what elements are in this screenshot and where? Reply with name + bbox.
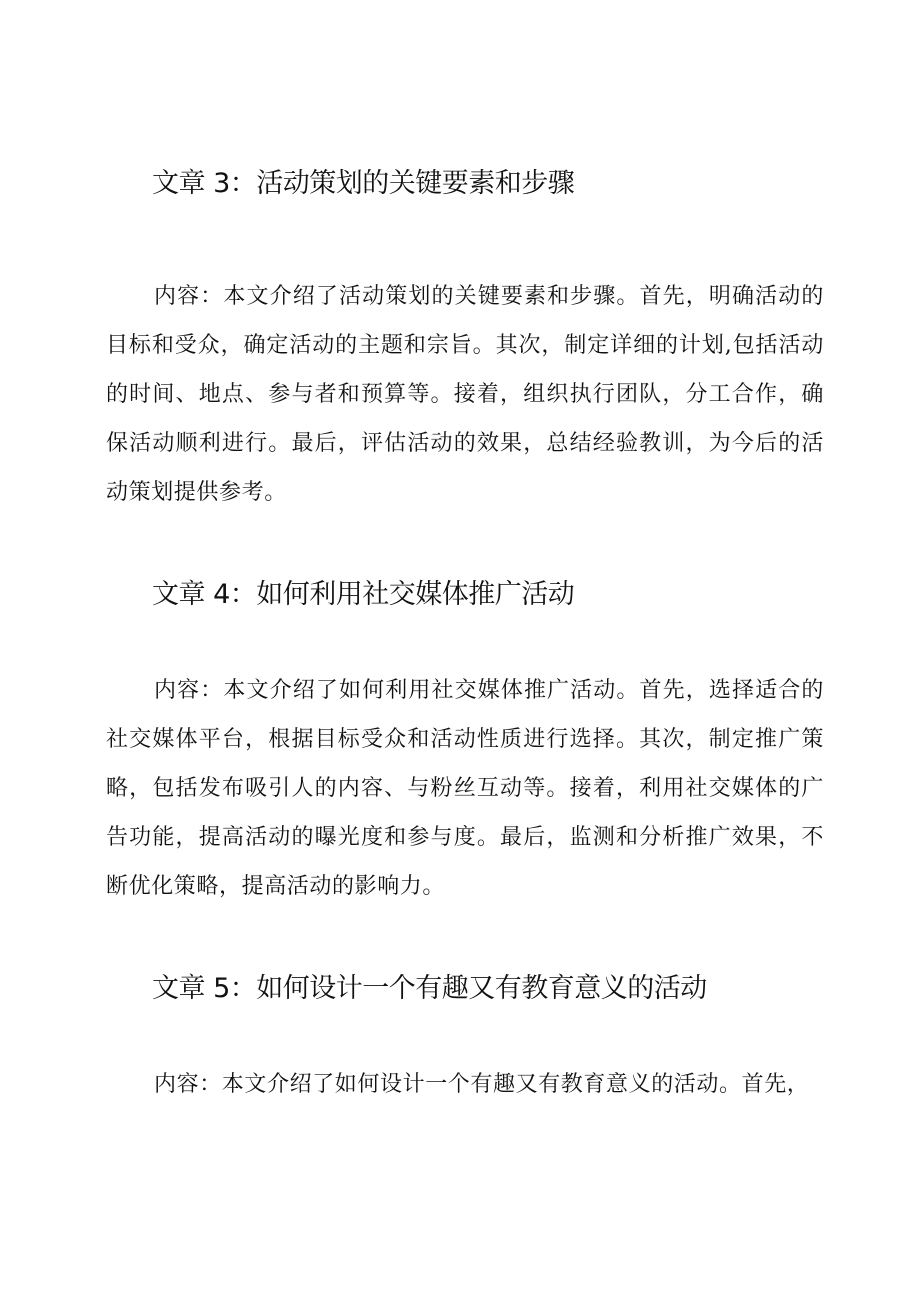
article-3-heading: 文章 3：活动策划的关键要素和步骤	[152, 168, 575, 199]
article-3-content: 内容：本文介绍了活动策划的关键要素和步骤。首先，明确活动的目标和受众，确定活动的主题和宗旨。其次，制定详细的计划,包括活动的时间、地点、参与者和预算等。接着，组织执行团队，分工合作，确保活动顺利进行。最后，评估活动的效果，总结经验教训，为今后的活动策划提供参考。	[106, 284, 824, 505]
article-4-heading: 文章 4：如何利用社交媒体推广活动	[152, 579, 575, 610]
article-5-content: 内容：本文介绍了如何设计一个有趣又有教育意义的活动。首先，	[154, 1072, 810, 1097]
article-4-content: 内容：本文介绍了如何利用社交媒体推广活动。首先，选择适合的社交媒体平台，根据目标受众和活动性质进行选择。其次，制定推广策略，包括发布吸引人的内容、与粉丝互动等。接着，利用社交媒体的广告功能，提高活动的曝光度和参与度。最后，监测和分析推广效果，不断优化策略，提高活动的影响力。	[106, 678, 824, 899]
article-5-heading: 文章 5：如何设计一个有趣又有教育意义的活动	[152, 973, 707, 1004]
